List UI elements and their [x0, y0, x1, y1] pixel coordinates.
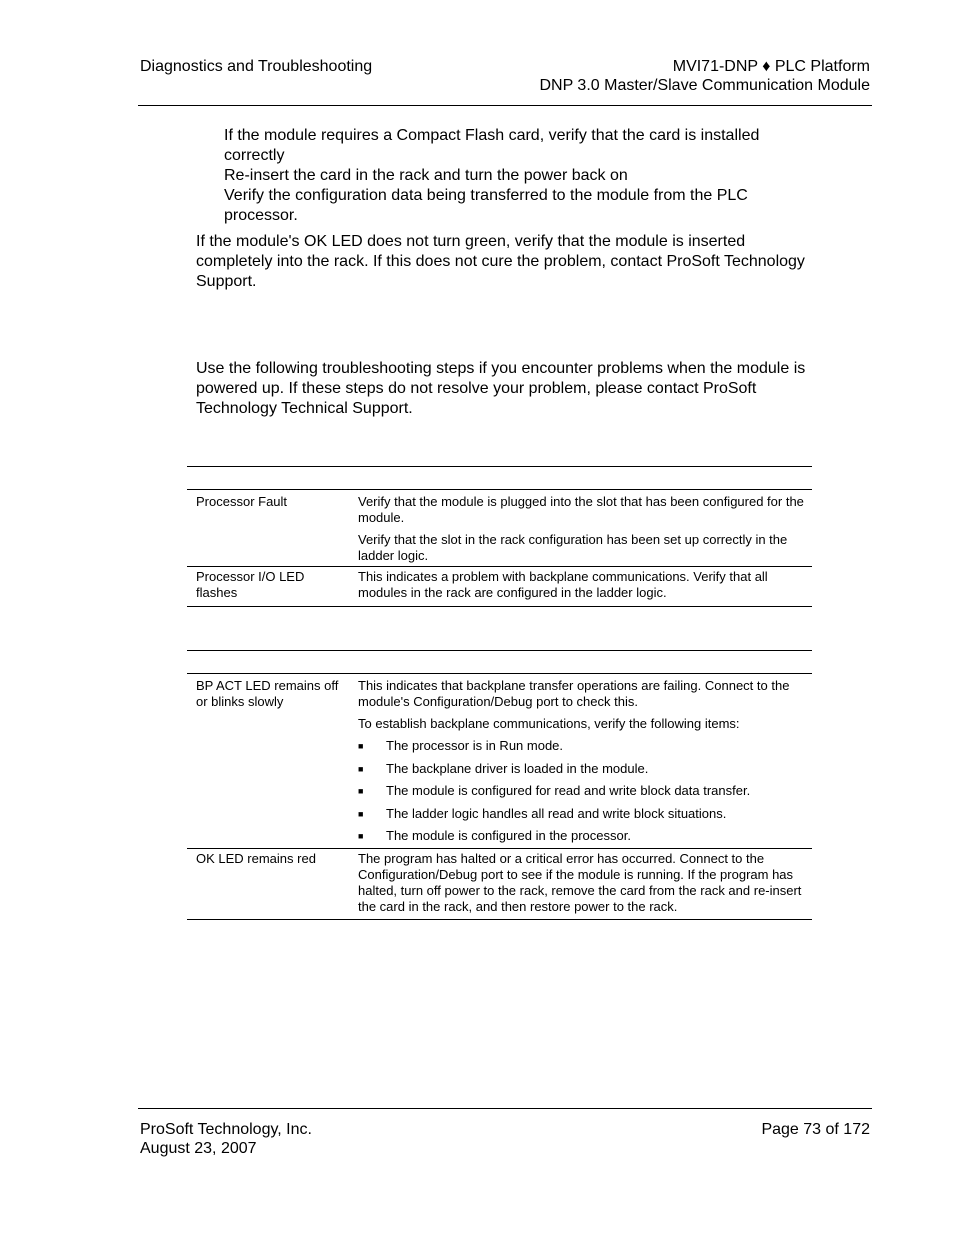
table-row [187, 849, 812, 920]
table2 [187, 673, 812, 920]
square-bullet-icon: ■ [358, 741, 364, 751]
table1-top-rule [187, 466, 812, 467]
table2-top-rule [187, 650, 812, 651]
list-item: ■ The module is configured for read and write block data transfer. [358, 783, 751, 798]
header-product-title [539, 57, 870, 95]
problem-cell: BP ACT LED remains off or blinks slowly [196, 678, 339, 709]
square-bullet-icon: ■ [358, 831, 364, 841]
square-bullet-icon: ■ [358, 808, 364, 819]
ok-led-paragraph: If the module's OK LED does not turn green, verify that the module is inserted completely into the rack. If this does not cure the problem, contact ProSoft Technology Support. [196, 233, 805, 290]
header-rule [138, 105, 872, 106]
header-product-line1: MVI71-DNP ♦ PLC Platform [672, 58, 870, 75]
list-item: ■ The ladder logic handles all read and write block situations. [358, 805, 727, 821]
step-item: Verify the configuration data being transferred to the module from the PLC processor. [224, 187, 748, 224]
list-item: ■ The module is configured in the processor. [358, 828, 631, 843]
header-section-title: Diagnostics and Troubleshooting [140, 58, 373, 75]
problem-cell: Processor I/O LED flashes [196, 569, 305, 600]
square-bullet-icon: ■ [358, 763, 364, 774]
list-item: ■ The backplane driver is loaded in the module. [358, 760, 649, 776]
problem-cell: Processor Fault [196, 494, 288, 509]
header-product-line2: DNP 3.0 Master/Slave Communication Module [539, 77, 870, 94]
table1 [187, 489, 812, 607]
solution-text: This indicates a problem with backplane communications. Verify that all modules in the rack are configured in the ladder logic. [358, 569, 768, 600]
steps-list [224, 126, 824, 226]
footer-date: August 23, 2007 [140, 1140, 257, 1157]
footer-rule [138, 1108, 872, 1109]
solution-cell [358, 494, 808, 570]
footer-left [140, 1120, 312, 1158]
footer-company: ProSoft Technology, Inc. [140, 1121, 312, 1138]
table-row [187, 490, 812, 567]
powered-up-paragraph: Use the following troubleshooting steps if you encounter problems when the module is powered up. If these steps do not resolve your problem, please contact ProSoft Technology Technical Support. [196, 360, 806, 417]
square-bullet-icon: ■ [358, 786, 364, 796]
page-number: Page 73 of 172 [761, 1121, 870, 1138]
solution-cell [358, 851, 808, 921]
problem-cell: OK LED remains red [196, 851, 316, 866]
solution-cell [358, 678, 808, 851]
table-row [187, 674, 812, 849]
solution-cell [358, 569, 808, 607]
list-item: ■ The processor is in Run mode. [358, 738, 564, 753]
step-item: If the module requires a Compact Flash card, verify that the card is installed correctly [224, 127, 760, 164]
solution-text: This indicates that backplane transfer operations are failing. Connect to the module's Configuration/Debug port to check this. [358, 678, 790, 709]
solution-text: To establish backplane communications, verify the following items: [358, 716, 740, 731]
solution-text: The program has halted or a critical error has occurred. Connect to the Configuration/Debug port to see if the module is running. If the program has halted, turn off power to the rack, remove the card from the rack and re-insert the card in the rack, and then restore power to the rack. [358, 851, 802, 914]
table-row [187, 567, 812, 607]
solution-text: Verify that the slot in the rack configuration has been set up correctly in the ladder logic. [358, 532, 788, 563]
step-item: Re-insert the card in the rack and turn the power back on [224, 167, 628, 184]
solution-text: Verify that the module is plugged into the slot that has been configured for the module. [358, 494, 804, 525]
